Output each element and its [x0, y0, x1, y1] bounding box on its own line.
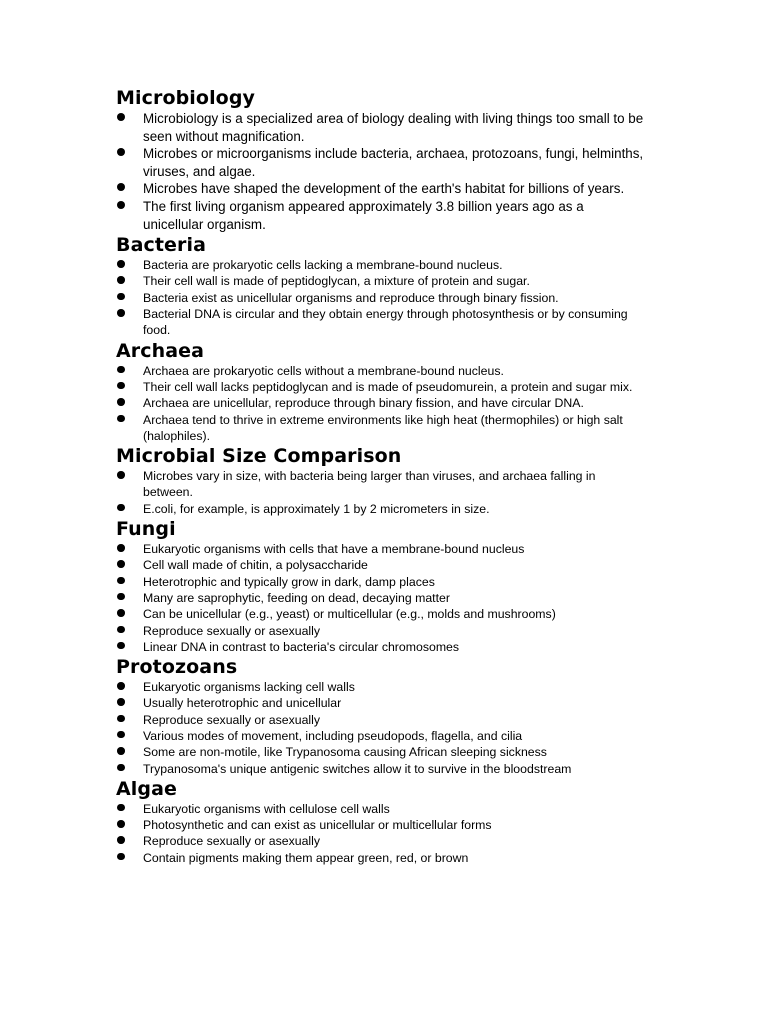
section-algae: [116, 777, 646, 866]
bullet-icon: [117, 836, 125, 844]
bullet-icon: [117, 201, 125, 209]
list-item-text: Archaea tend to thrive in extreme environments like high heat (thermophiles) or high salt (halophiles).: [143, 412, 623, 443]
bullet-icon: [117, 593, 125, 601]
list-item: [116, 801, 646, 817]
list-item-text: Many are saprophytic, feeding on dead, decaying matter: [143, 590, 450, 605]
list-item-text: Reproduce sexually or asexually: [143, 623, 321, 638]
list-item: [116, 590, 646, 606]
bullet-list: [116, 257, 646, 338]
list-item: [116, 761, 646, 777]
bullet-icon: [117, 715, 125, 723]
section-heading: Algae: [116, 777, 178, 800]
list-item: [116, 257, 646, 273]
bullet-icon: [117, 609, 125, 617]
list-item: [116, 744, 646, 760]
list-item: [116, 306, 646, 339]
list-item: [116, 541, 646, 557]
list-item-text: Microbes have shaped the development of the earth's habitat for billions of years.: [143, 181, 625, 197]
list-item-text: Photosynthetic and can exist as unicellular or multicellular forms: [143, 818, 492, 833]
list-item: [116, 639, 646, 655]
bullet-list: [116, 541, 646, 655]
bullet-list: [116, 468, 646, 517]
list-item: [116, 180, 646, 198]
list-item-text: Archaea are unicellular, reproduce through binary fission, and have circular DNA.: [143, 396, 584, 411]
section-microbiology: [116, 86, 646, 233]
list-item-text: Usually heterotrophic and unicellular: [143, 696, 342, 711]
list-item: [116, 290, 646, 306]
document-page: [116, 86, 646, 866]
bullet-list: [116, 801, 646, 866]
bullet-icon: [117, 366, 125, 374]
bullet-list: [116, 110, 646, 233]
bullet-icon: [117, 698, 125, 706]
list-item-text: Their cell wall lacks peptidoglycan and is made of pseudomurein, a protein and sugar mix.: [143, 379, 633, 394]
list-item-text: Reproduce sexually or asexually: [143, 712, 321, 727]
section-heading: Microbial Size Comparison: [116, 445, 402, 468]
list-item-text: Trypanosoma's unique antigenic switches allow it to survive in the bloodstream: [143, 761, 572, 776]
list-item: [116, 468, 646, 501]
list-item: [116, 273, 646, 289]
bullet-icon: [117, 309, 125, 317]
list-item: [116, 606, 646, 622]
bullet-icon: [117, 560, 125, 568]
list-item-text: Bacterial DNA is circular and they obtain energy through photosynthesis or by consuming food.: [143, 307, 628, 338]
bullet-icon: [117, 183, 125, 191]
list-item-text: Some are non-motile, like Trypanosoma causing African sleeping sickness: [143, 745, 547, 760]
list-item-text: Eukaryotic organisms lacking cell walls: [143, 680, 355, 695]
list-item: [116, 379, 646, 395]
list-item-text: The first living organism appeared approximately 3.8 billion years ago as a unicellular organism.: [143, 198, 584, 232]
list-item-text: Heterotrophic and typically grow in dark, damp places: [143, 574, 435, 589]
bullet-icon: [117, 764, 125, 772]
bullet-icon: [117, 853, 125, 861]
list-item-text: Their cell wall is made of peptidoglycan, a mixture of protein and sugar.: [143, 274, 530, 289]
bullet-icon: [117, 415, 125, 423]
bullet-icon: [117, 382, 125, 390]
list-item-text: Linear DNA in contrast to bacteria's circular chromosomes: [143, 639, 460, 654]
list-item-text: Bacteria exist as unicellular organisms and reproduce through binary fission.: [143, 290, 559, 305]
bullet-icon: [117, 148, 125, 156]
bullet-icon: [117, 276, 125, 284]
list-item-text: Archaea are prokaryotic cells without a membrane-bound nucleus.: [143, 363, 504, 378]
list-item-text: Can be unicellular (e.g., yeast) or multicellular (e.g., molds and mushrooms): [143, 607, 556, 622]
list-item-text: Microbiology is a specialized area of biology dealing with living things too small to be seen without magnification.: [143, 111, 644, 144]
bullet-list: [116, 363, 646, 444]
list-item: [116, 395, 646, 411]
list-item-text: Eukaryotic organisms with cells that have a membrane-bound nucleus: [143, 542, 525, 557]
list-item: [116, 557, 646, 573]
bullet-icon: [117, 293, 125, 301]
list-item-text: Bacteria are prokaryotic cells lacking a membrane-bound nucleus.: [143, 258, 503, 273]
bullet-icon: [117, 626, 125, 634]
list-item: [116, 833, 646, 849]
list-item: [116, 198, 646, 233]
list-item-text: Cell wall made of chitin, a polysaccharide: [143, 558, 368, 573]
bullet-icon: [117, 504, 125, 512]
bullet-icon: [117, 544, 125, 552]
list-item-text: Various modes of movement, including pseudopods, flagella, and cilia: [143, 728, 523, 743]
list-item: [116, 363, 646, 379]
list-item: [116, 501, 646, 517]
list-item-text: Contain pigments making them appear green, red, or brown: [143, 850, 469, 865]
section-microbial-size-comparison: [116, 444, 646, 517]
list-item: [116, 850, 646, 866]
bullet-icon: [117, 471, 125, 479]
bullet-icon: [117, 113, 125, 121]
list-item: [116, 728, 646, 744]
bullet-icon: [117, 682, 125, 690]
list-item: [116, 110, 646, 145]
list-item-text: Microbes vary in size, with bacteria being larger than viruses, and archaea falling in between.: [143, 469, 596, 500]
section-heading: Protozoans: [116, 656, 238, 679]
list-item: [116, 695, 646, 711]
section-fungi: [116, 517, 646, 655]
bullet-icon: [117, 642, 125, 650]
list-item-text: Microbes or microorganisms include bacteria, archaea, protozoans, fungi, helminths, viruses, and algae.: [143, 146, 644, 179]
bullet-icon: [117, 260, 125, 268]
list-item: [116, 817, 646, 833]
section-protozoans: [116, 655, 646, 777]
list-item-text: E.coli, for example, is approximately 1 by 2 micrometers in size.: [143, 501, 490, 516]
list-item: [116, 145, 646, 180]
section-bacteria: [116, 233, 646, 338]
bullet-icon: [117, 747, 125, 755]
section-archaea: [116, 339, 646, 444]
list-item-text: Reproduce sexually or asexually: [143, 834, 321, 849]
section-heading: Fungi: [116, 518, 176, 541]
bullet-list: [116, 679, 646, 777]
list-item: [116, 623, 646, 639]
list-item: [116, 412, 646, 445]
list-item-text: Eukaryotic organisms with cellulose cell walls: [143, 801, 390, 816]
list-item: [116, 574, 646, 590]
bullet-icon: [117, 731, 125, 739]
list-item: [116, 712, 646, 728]
section-heading: Archaea: [116, 339, 205, 362]
bullet-icon: [117, 577, 125, 585]
bullet-icon: [117, 804, 125, 812]
bullet-icon: [117, 820, 125, 828]
bullet-icon: [117, 398, 125, 406]
section-heading: Bacteria: [116, 234, 207, 257]
list-item: [116, 679, 646, 695]
section-heading: Microbiology: [116, 87, 256, 109]
